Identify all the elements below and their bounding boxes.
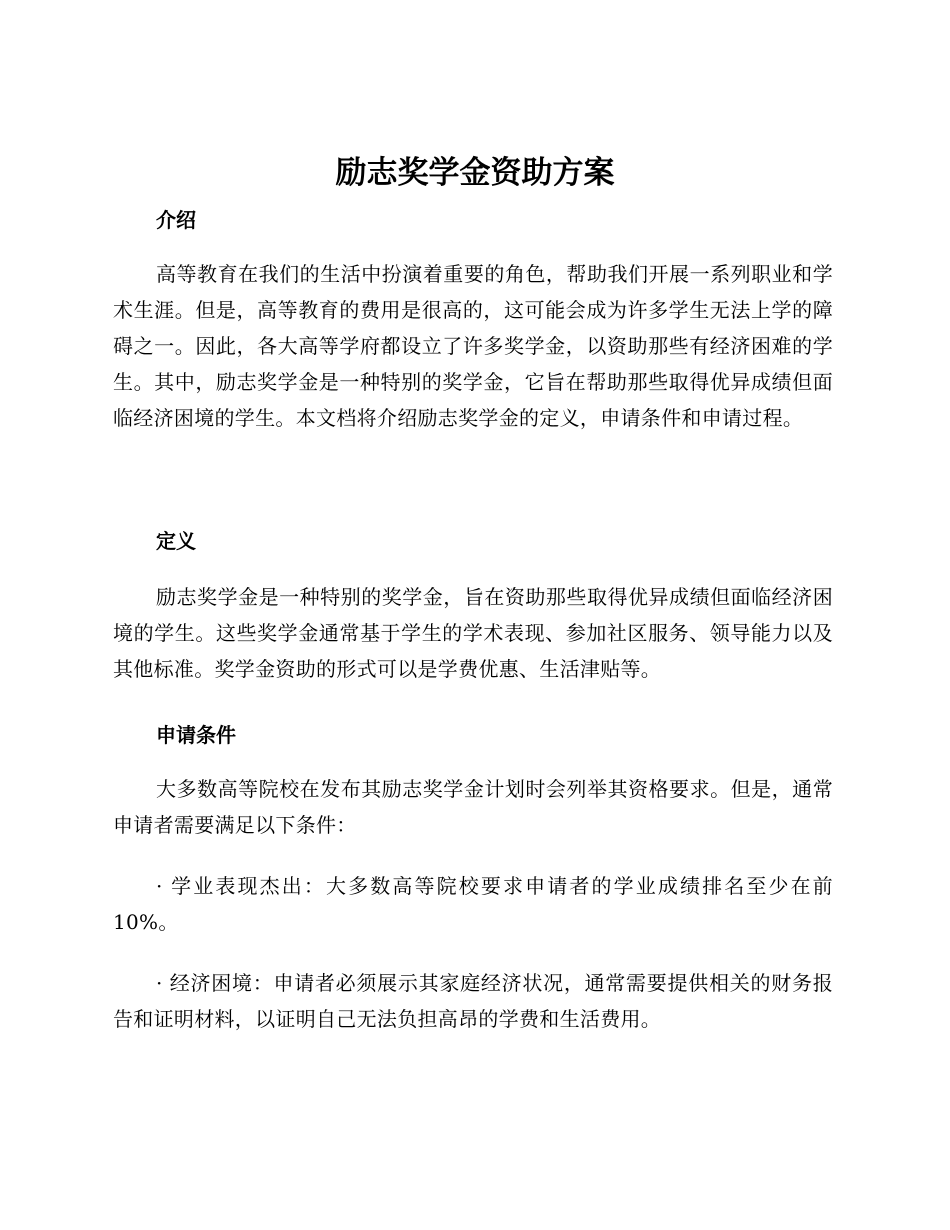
section-heading-conditions: 申请条件 bbox=[156, 723, 236, 747]
section-heading-definition: 定义 bbox=[156, 529, 196, 553]
conditions-paragraph: 大多数高等院校在发布其励志奖学金计划时会列举其资格要求。但是，通常申请者需要满足以下条件： bbox=[113, 777, 833, 837]
condition-item-academic: · 学业表现杰出：大多数高等院校要求申请者的学业成绩排名至少在前10%。 bbox=[113, 874, 833, 934]
intro-paragraph: 高等教育在我们的生活中扮演着重要的角色，帮助我们开展一系列职业和学术生涯。但是，高等教育的费用是很高的，这可能会成为许多学生无法上学的障碍之一。因此，各大高等学府都设立了许多奖学金，以资助那些有经济困难的学生。其中，励志奖学金是一种特别的奖学金，它旨在帮助那些取得优异成绩但面临经济困境的学生。本文档将介绍励志奖学金的定义，申请条件和申请过程。 bbox=[113, 262, 833, 430]
definition-paragraph: 励志奖学金是一种特别的奖学金，旨在资助那些取得优异成绩但面临经济困境的学生。这些奖学金通常基于学生的学术表现、参加社区服务、领导能力以及其他标准。奖学金资助的形式可以是学费优惠、生活津贴等。 bbox=[113, 585, 833, 681]
document-title: 励志奖学金资助方案 bbox=[335, 155, 615, 191]
condition-item-financial: · 经济困境：申请者必须展示其家庭经济状况，通常需要提供相关的财务报告和证明材料，以证明自己无法负担高昂的学费和生活费用。 bbox=[113, 971, 833, 1031]
section-heading-intro: 介绍 bbox=[156, 208, 196, 232]
